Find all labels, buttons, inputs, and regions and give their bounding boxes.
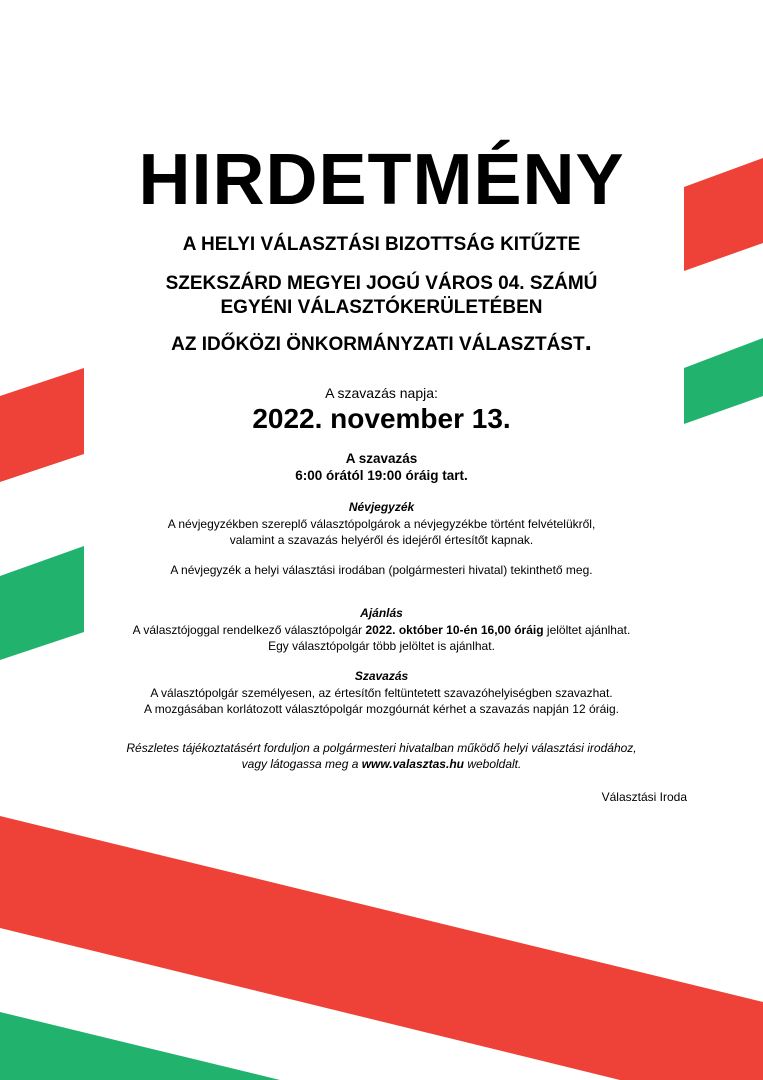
headline-district xyxy=(0,272,763,320)
voting-hours xyxy=(0,450,763,484)
voting-section-body xyxy=(0,685,763,717)
footer-line-2-pre: vagy látogassa meg a xyxy=(241,757,362,771)
register-section-body xyxy=(0,516,763,548)
nomination-line-1-pre: A választójoggal rendelkező választópolgár xyxy=(132,623,366,637)
page-title: HIRDETMÉNY xyxy=(138,140,625,220)
headline-line-4-text: AZ IDŐKÖZI ÖNKORMÁNYZATI VÁLASZTÁST xyxy=(171,334,585,355)
nomination-line-1-post: jelöltet ajánlhat. xyxy=(543,623,631,637)
register-line-1: A névjegyzékben szereplő választópolgárok a névjegyzékbe történt felvételükről, xyxy=(167,517,596,531)
headline-line-1: A HELYI VÁLASZTÁSI BIZOTTSÁG KITŰZTE xyxy=(182,234,581,255)
footer-line-2 xyxy=(0,756,763,772)
register-section-title: Névjegyzék xyxy=(348,500,415,514)
register-line-2: valamint a szavazás helyéről és idejéről értesítőt kapnak. xyxy=(229,533,534,547)
headline-line-4 xyxy=(0,326,763,357)
register-line-3: A névjegyzék a helyi választási irodában (polgármesteri hivatal) tekinthető meg. xyxy=(170,563,593,577)
voting-line-1: A választópolgár személyesen, az értesítőn feltüntetett szavazóhelyiségben szavazhat. xyxy=(150,686,613,700)
voting-hours-line-2: 6:00 órától 19:00 óráig tart. xyxy=(295,468,468,483)
signature: Választási Iroda xyxy=(601,790,687,804)
nomination-deadline: 2022. október 10-én 16,00 óráig xyxy=(365,623,544,637)
footer-line-1: Részletes tájékoztatásért forduljon a polgármesteri hivatalban működő helyi választási irodához, xyxy=(126,741,637,755)
nomination-line-1 xyxy=(0,622,763,638)
headline-period: . xyxy=(584,326,592,356)
election-date-label: A szavazás napja: xyxy=(325,385,438,401)
bottom-green-band xyxy=(0,1012,280,1080)
nomination-section-body xyxy=(0,622,763,654)
headline-line-2: SZEKSZÁRD MEGYEI JOGÚ VÁROS 04. SZÁMÚ xyxy=(165,273,598,294)
footer-line-2-post: weboldalt. xyxy=(463,757,522,771)
nomination-section-title: Ajánlás xyxy=(360,606,403,620)
footer-note xyxy=(0,740,763,772)
voting-line-2: A mozgásában korlátozott választópolgár mozgóurnát kérhet a szavazás napján 12 óráig. xyxy=(144,702,619,716)
election-date: 2022. november 13. xyxy=(252,403,511,434)
voting-hours-line-1: A szavazás xyxy=(345,451,418,466)
website-link[interactable]: www.valasztas.hu xyxy=(361,757,464,771)
nomination-line-2: Egy választópolgár több jelöltet is ajánlhat. xyxy=(268,639,495,653)
voting-section-title: Szavazás xyxy=(354,669,409,683)
headline-line-3: EGYÉNI VÁLASZTÓKERÜLETÉBEN xyxy=(220,297,543,318)
